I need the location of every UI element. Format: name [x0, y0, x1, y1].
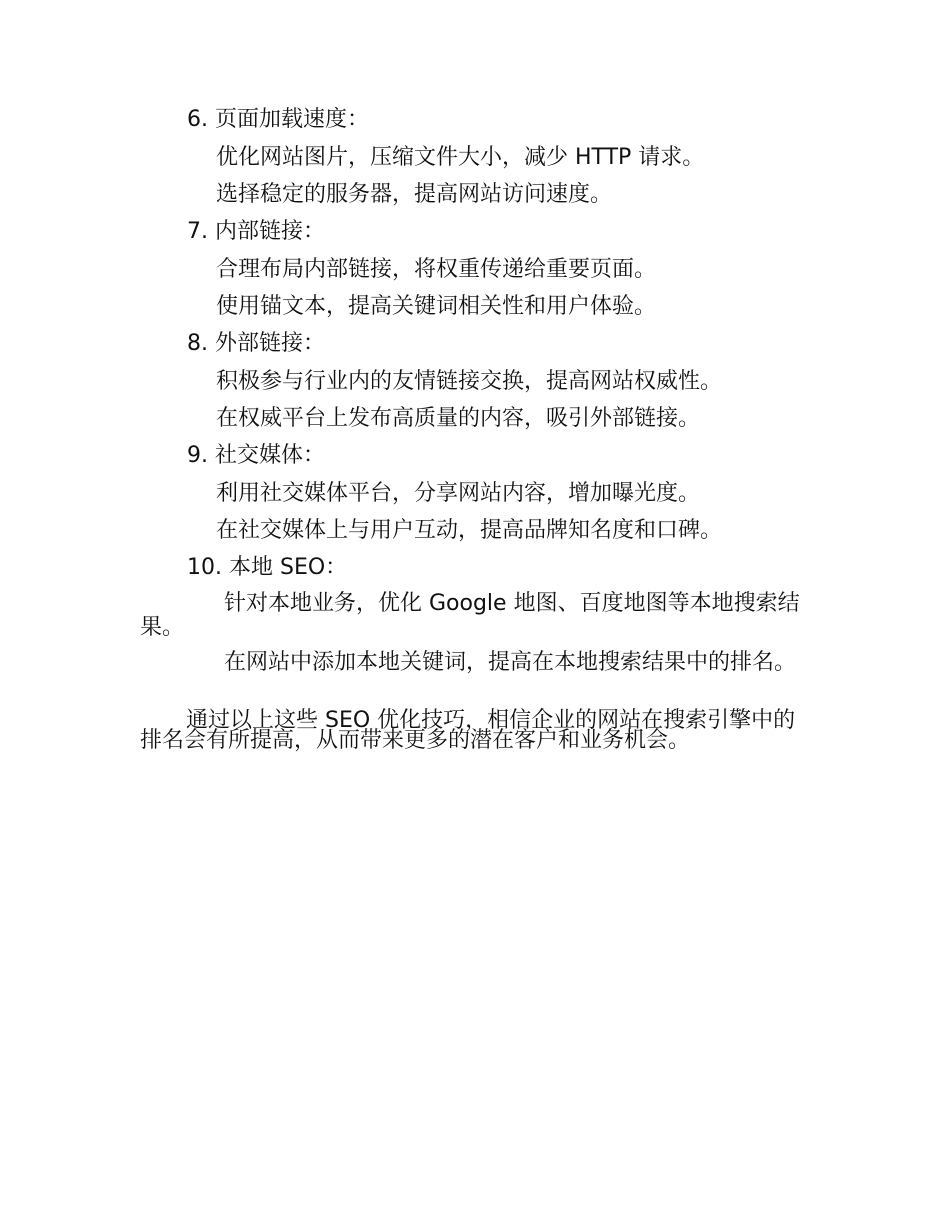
- section-heading: 8. 外部链接：: [187, 331, 325, 356]
- list-item: 利用社交媒体平台，分享网站内容，增加曝光度。: [216, 481, 701, 506]
- section-heading: 7. 内部链接：: [187, 219, 325, 244]
- list-item: 优化网站图片，压缩文件大小，减少 HTTP 请求。: [216, 145, 705, 170]
- list-item: 选择稳定的服务器，提高网站访问速度。: [216, 182, 613, 207]
- list-item-wrapped: [140, 651, 800, 675]
- list-item-text: 在网站中添加本地关键词，提高在本地搜索结果中的排名。: [224, 650, 797, 675]
- section-heading: 10. 本地 SEO：: [187, 555, 348, 580]
- list-item: 合理布局内部链接，将权重传递给重要页面。: [216, 257, 657, 282]
- section-heading: 9. 社交媒体：: [187, 443, 325, 468]
- list-item: 积极参与行业内的友情链接交换，提高网站权威性。: [216, 369, 723, 394]
- list-item: 在社交媒体上与用户互动，提高品牌知名度和口碑。: [216, 518, 723, 543]
- list-item-text: 针对本地业务，优化 Google 地图、百度地图等本地搜索结果。: [140, 591, 800, 640]
- list-item-wrapped: [140, 592, 800, 640]
- section-heading: 6. 页面加载速度：: [187, 107, 369, 132]
- list-item: 使用锚文本，提高关键词相关性和用户体验。: [216, 294, 657, 319]
- list-item: 在权威平台上发布高质量的内容，吸引外部链接。: [216, 406, 701, 431]
- conclusion-text: 通过以上这些 SEO 优化技巧，相信企业的网站在搜索引擎中的排名会有所提高，从而带来更多的潜在客户和业务机会。: [140, 708, 796, 753]
- conclusion-paragraph: [140, 708, 800, 753]
